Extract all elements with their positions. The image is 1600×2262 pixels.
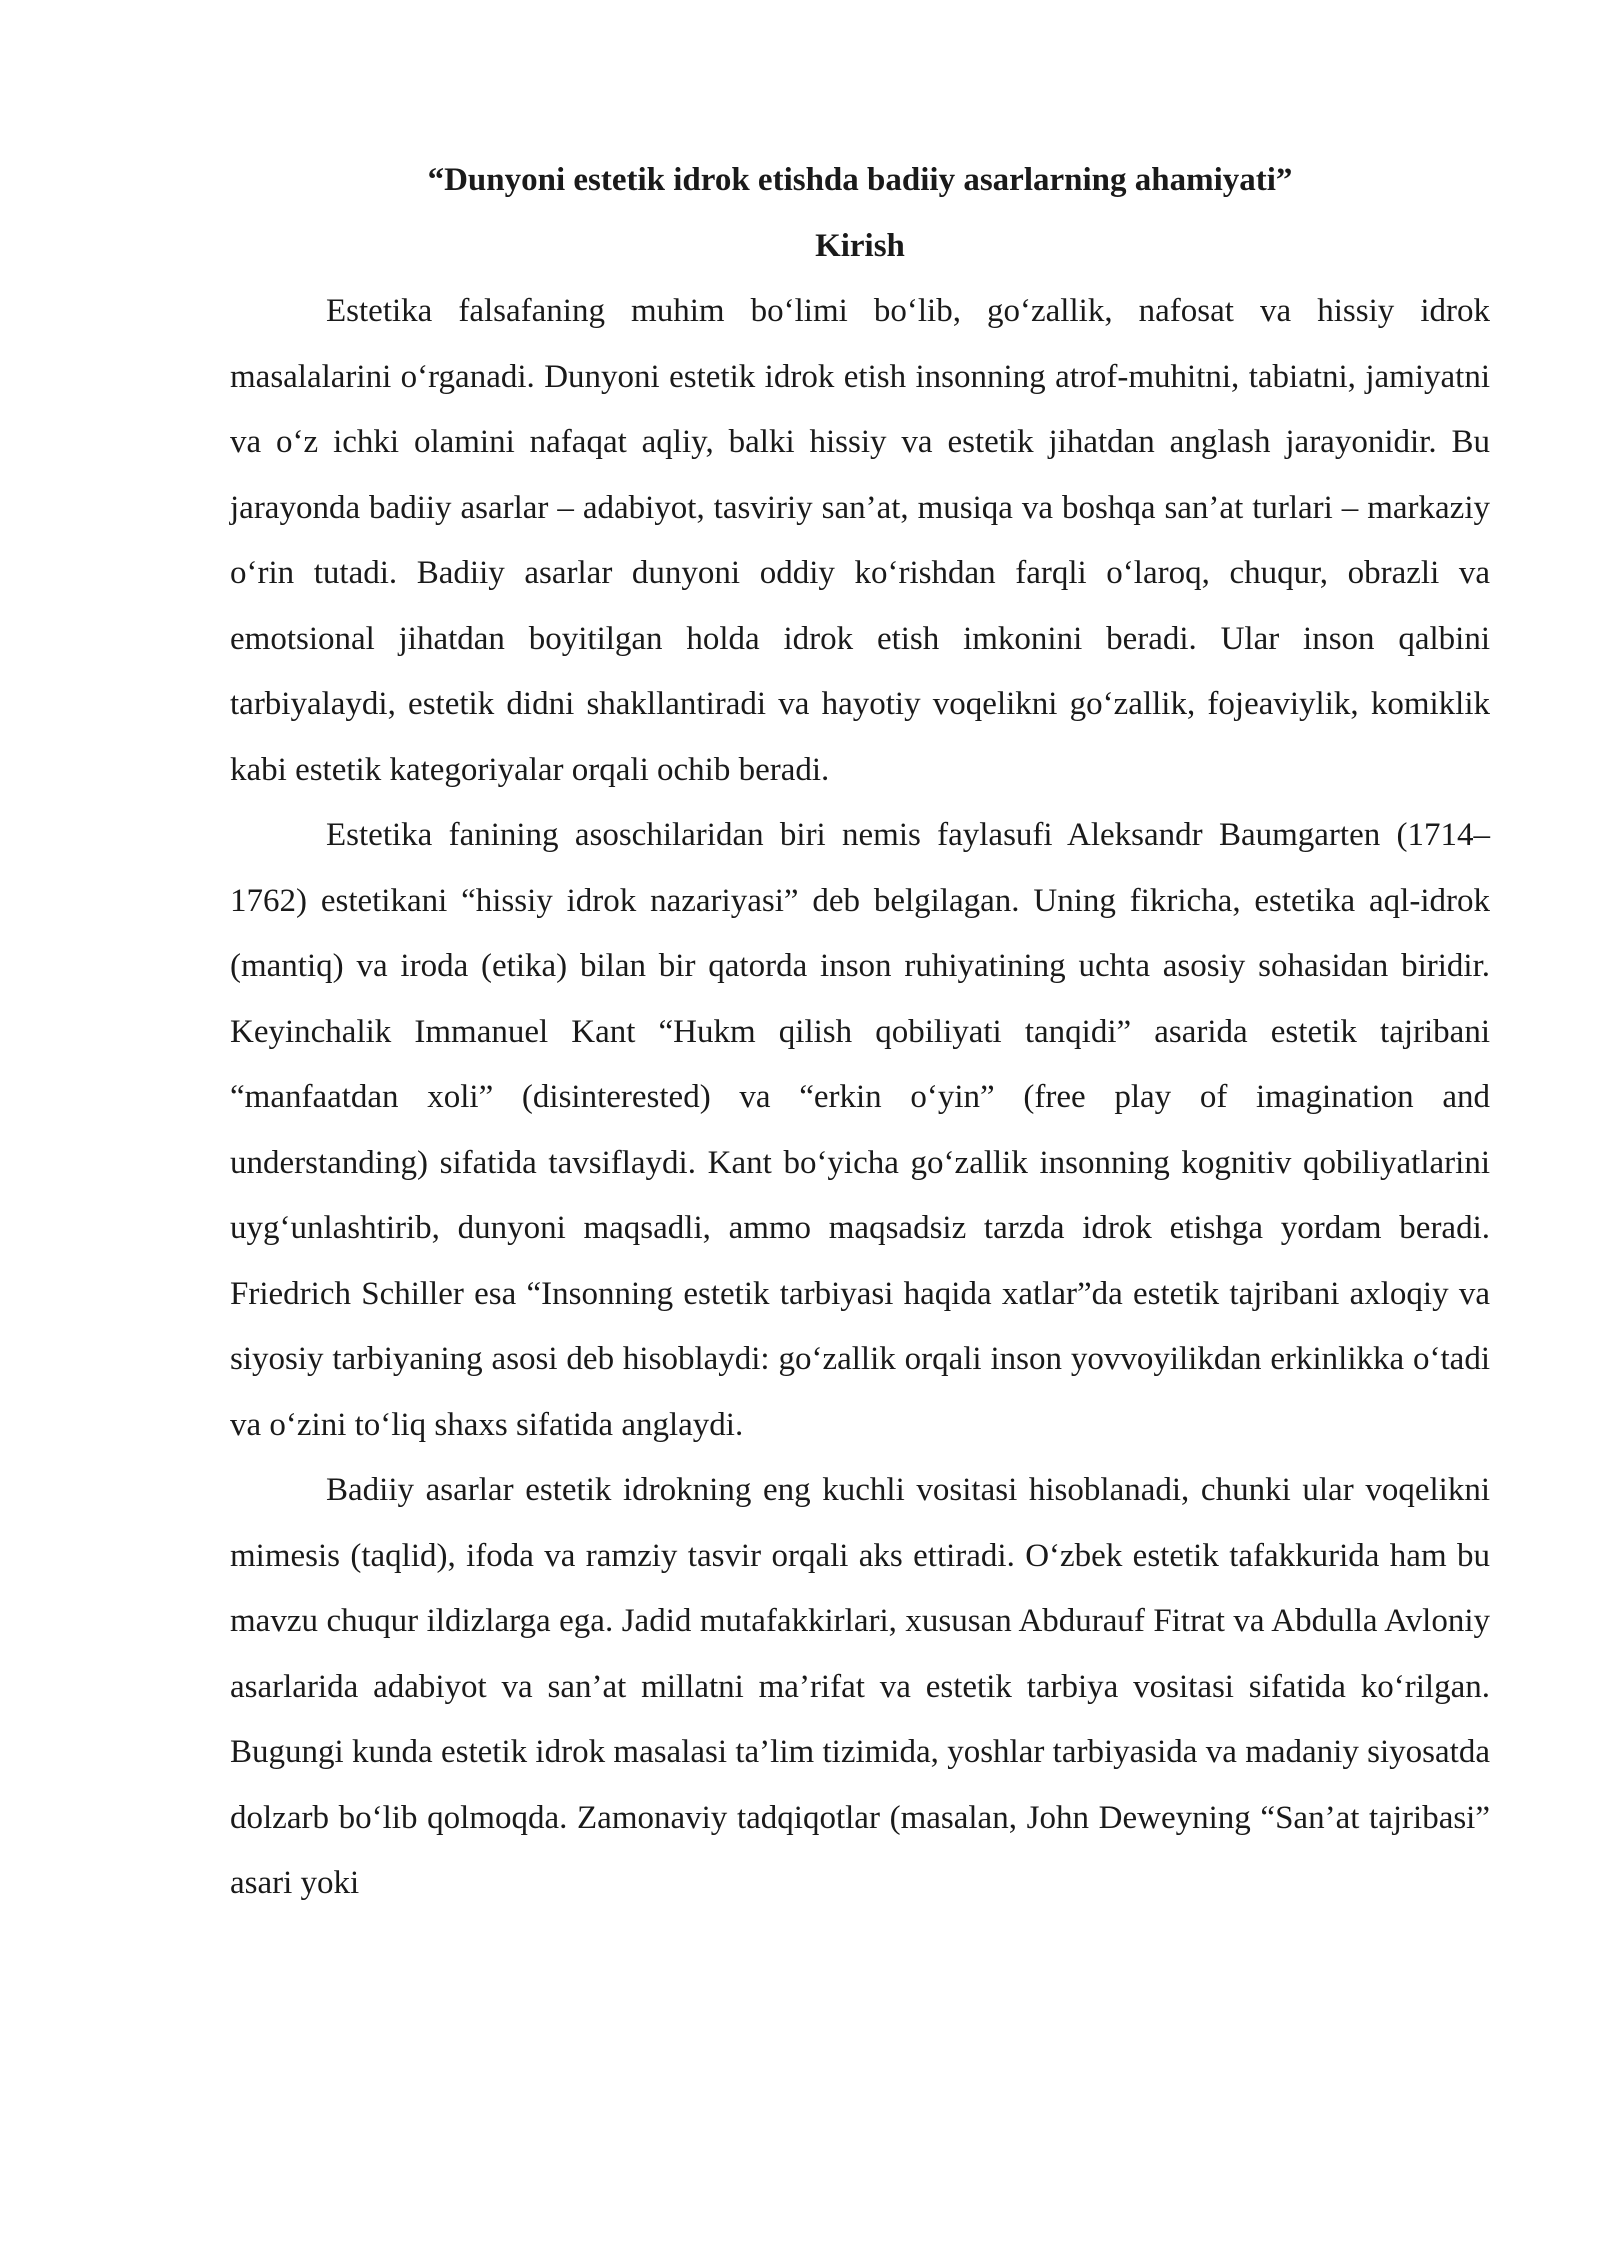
section-heading: Kirish	[815, 227, 905, 264]
document-title: “Dunyoni estetik idrok etishda badiiy asarlarning ahamiyati”	[427, 162, 1293, 198]
paragraph-3: Badiiy asarlar estetik idrokning eng kuchli vositasi hisoblanadi, chunki ular voqelikni mimesis (taqlid), ifoda va ramziy tasvir orqali aks ettiradi. O‘zbek estetik tafakkurida ham bu mavzu chuqur ildizlarga ega. Jadid mutafakkirlari, xususan Abdurauf Fitrat va Abdulla Avloniy asarlarida adabiyot va san’at millatni ma’rifat va estetik tarbiya vositasi sifatida ko‘rilgan. Bugungi kunda estetik idrok masalasi ta’lim tizimida, yoshlar tarbiyasida va madaniy siyosatda dolzarb bo‘lib qolmoqda. Zamonaviy tadqiqotlar (masalan, John Deweyning “San’at tajribasi” asari yoki	[230, 1472, 1490, 1901]
paragraph-1: Estetika falsafaning muhim bo‘limi bo‘lib, go‘zallik, nafosat va hissiy idrok masalalarini o‘rganadi. Dunyoni estetik idrok etish insonning atrof-muhitni, tabiatni, jamiyatni va o‘z ichki olamini nafaqat aqliy, balki hissiy va estetik jihatdan anglash jarayonidir. Bu jarayonda badiiy asarlar – adabiyot, tasviriy san’at, musiqa va boshqa san’at turlari – markaziy o‘rin tutadi. Badiiy asarlar dunyoni oddiy ko‘rishdan farqli o‘laroq, chuqur, obrazli va emotsional jihatdan boyitilgan holda idrok etish imkonini beradi. Ular inson qalbini tarbiyalaydi, estetik didni shakllantiradi va hayotiy voqelikni go‘zallik, fojeaviylik, komiklik kabi estetik kategoriyalar orqali ochib beradi.	[230, 293, 1490, 788]
document-page	[230, 148, 1490, 1917]
paragraph-2: Estetika fanining asoschilaridan biri nemis faylasufi Aleksandr Baumgarten (1714–1762) estetikani “hissiy idrok nazariyasi” deb belgilagan. Uning fikricha, estetika aql-idrok (mantiq) va iroda (etika) bilan bir qatorda inson ruhiyatining uchta asosiy sohasidan biridir. Keyinchalik Immanuel Kant “Hukm qilish qobiliyati tanqidi” asarida estetik tajribani “manfaatdan xoli” (disinterested) va “erkin o‘yin” (free play of imagination and understanding) sifatida tavsiflaydi. Kant bo‘yicha go‘zallik insonning kognitiv qobiliyatlarini uyg‘unlashtirib, dunyoni maqsadli, ammo maqsadsiz tarzda idrok etishga yordam beradi. Friedrich Schiller esa “Insonning estetik tarbiyasi haqida xatlar”da estetik tajribani axloqiy va siyosiy tarbiyaning asosi deb hisoblaydi: go‘zallik orqali inson yovvoyilikdan erkinlikka o‘tadi va o‘zini to‘liq shaxs sifatida anglaydi.	[230, 817, 1490, 1443]
